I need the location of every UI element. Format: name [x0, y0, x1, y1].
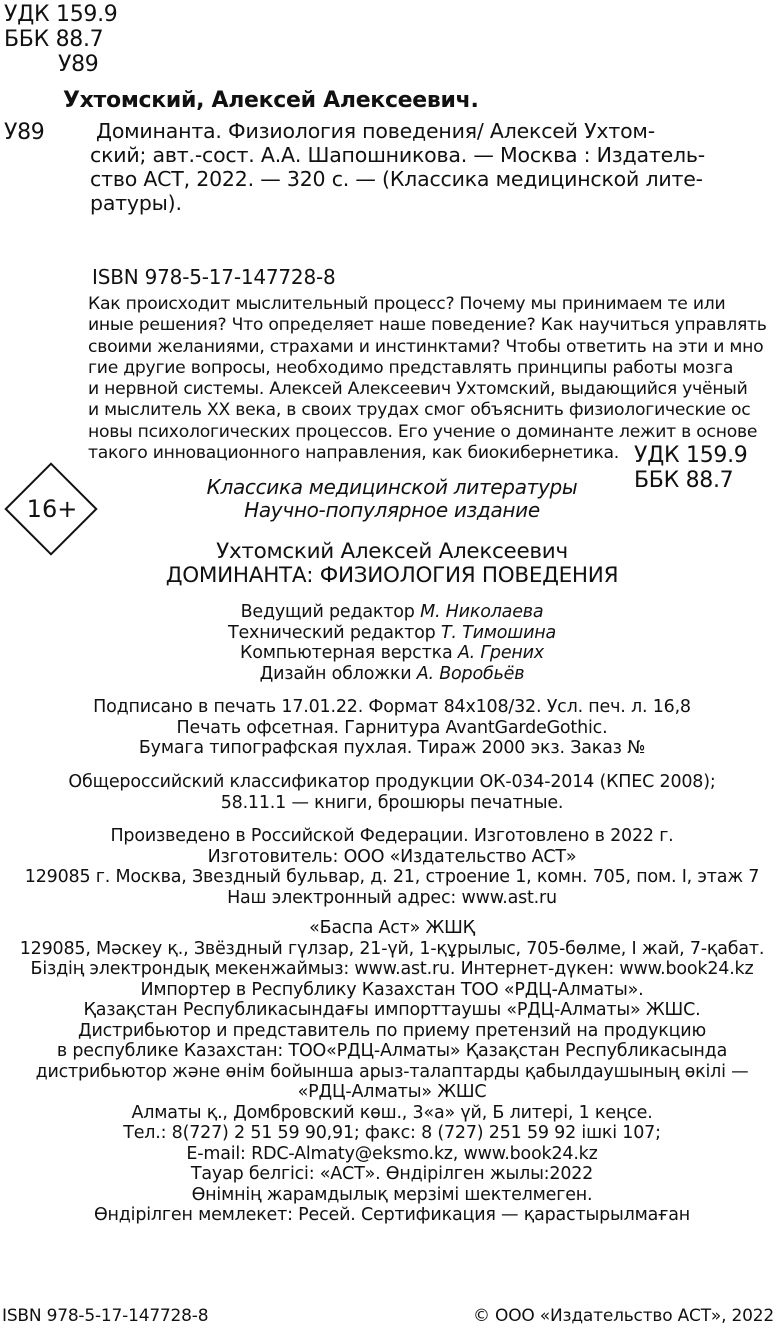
kazakhstan-line: Импортер в Республику Казахстан ТОО «РДЦ-Алматы».	[140, 979, 644, 1000]
annotation-line: и мыслитель XX века, в своих трудах смог объяснить физиологические ос	[88, 400, 751, 421]
print-info-line: Печать офсетная. Гарнитура AvantGardeGothic.	[176, 717, 608, 738]
catalog-isbn: ISBN 978-5-17-147728-8	[92, 265, 336, 289]
edition-type: Научно-популярное издание	[244, 498, 540, 522]
annotation	[88, 294, 778, 464]
okp-info	[0, 772, 784, 813]
book-title: ДОМИНАНТА: ФИЗИОЛОГИЯ ПОВЕДЕНИЯ	[165, 563, 619, 588]
kazakhstan-line: 129085, Мәскеу қ., Звёздный гүлзар, 21-үй, 1-құрылыс, 705-бөлме, I жай, 7-қабат.	[19, 938, 765, 959]
credits	[0, 602, 784, 684]
udk-code: УДК 159.9	[4, 2, 118, 27]
author-heading: Ухтомский, Алексей Алексеевич.	[63, 88, 479, 113]
kazakhstan-line: E-mail: RDC-Almaty@eksmo.kz, www.book24.kz	[186, 1143, 598, 1164]
credit-line: Ведущий редактор М. Николаева	[240, 602, 544, 622]
print-info-line: Подписано в печать 17.01.22. Формат 84x108/32. Усл. печ. л. 16,8	[93, 697, 691, 717]
series-name: Классика медицинской литературы	[206, 475, 578, 499]
kazakhstan-line: Тауар белгісі: «АСТ». Өндірілген жылы:2022	[190, 1164, 594, 1184]
credit-line: Технический редактор Т. Тимошина	[227, 622, 557, 643]
manufacturer-line: 129085 г. Москва, Звездный бульвар, д. 21, строение 1, комн. 705, пом. I, этаж 7	[24, 867, 760, 887]
kazakhstan-line: Өнімнің жарамдылық мерзімі шектелмеген.	[191, 1184, 593, 1205]
author-sign-left: У89	[4, 120, 45, 145]
kazakhstan-line: Қазақстан Республикасындағы импорттаушы «РДЦ-Алматы» ЖШС.	[83, 1000, 701, 1020]
kazakhstan-line: дистрибьютор және өнім бойынша арыз-талаптарды қабылдаушының өкілі —	[35, 1061, 749, 1082]
manufacturer-line: Изготовитель: ООО «Издательство АСТ»	[207, 846, 577, 867]
print-info	[0, 697, 784, 759]
annotation-line: своими желаниями, страхами и инстинктами? Чтобы ответить на эти и мно	[88, 336, 764, 357]
annotation-line: новы психологических процессов. Его учение о доминанте лежит в основе	[88, 421, 758, 442]
okp-info-line: 58.11.1 — книги, брошюры печатные.	[220, 792, 564, 813]
annotation-line: и нервной системы. Алексей Алексеевич Ухтомский, выдающийся учёный	[88, 379, 748, 400]
okp-info-line: Общероссийский классификатор продукции ОК-034-2014 (КПЕС 2008);	[68, 772, 716, 792]
footer-copyright: © ООО «Издательство АСТ», 2022	[473, 1306, 774, 1326]
footer-isbn: ISBN 978-5-17-147728-8	[2, 1306, 209, 1326]
book-author: Ухтомский Алексей Алексеевич	[216, 539, 568, 564]
catalog-entry-line: ратуры).	[90, 191, 182, 215]
manufacturer-info	[0, 826, 784, 908]
kazakhstan-line: в республике Казахстан: ТОО«РДЦ-Алматы» Қазақстан Республикасында	[56, 1041, 728, 1061]
annotation-line: гие другие вопросы, необходимо представлять принципы работы мозга	[88, 357, 734, 378]
manufacturer-line: Произведено в Российской Федерации. Изготовлено в 2022 г.	[110, 826, 674, 846]
print-info-line: Бумага типографская пухлая. Тираж 2000 экз. Заказ №	[138, 738, 646, 758]
kazakhstan-line: «РДЦ-Алматы» ЖШС	[297, 1082, 487, 1102]
catalog-entry	[90, 119, 776, 215]
catalog-entry-line: Доминанта. Физиология поведения/ Алексей Ухтом-	[96, 119, 655, 143]
udk-code-right: УДК 159.9	[634, 443, 748, 468]
bbk-code: ББК 88.7	[4, 27, 104, 52]
author-sign: У89	[58, 52, 99, 77]
kazakhstan-line: Тел.: 8(727) 2 51 59 90,91; факс: 8 (727) 251 59 92 ішкі 107;	[123, 1123, 661, 1143]
annotation-line: такого инновационного направления, как биокибернетика.	[88, 443, 620, 464]
catalog-entry-line: ство АСТ, 2022. — 320 с. — (Классика медицинской лите-	[90, 167, 703, 191]
kazakhstan-line: Алматы қ., Домбровский көш., 3«а» үй, Б литері, 1 кеңсе.	[131, 1102, 653, 1123]
kazakhstan-line: Біздің электрондық мекенжаймыз: www.ast.ru. Интернет-дүкен: www.book24.kz	[30, 959, 754, 979]
kazakhstan-info	[0, 918, 784, 1226]
age-rating-badge	[4, 462, 100, 558]
credit-line: Дизайн обложки А. Воробьёв	[259, 663, 525, 684]
catalog-entry-line: ский; авт.-сост. А.А. Шапошникова. — Москва : Издатель-	[90, 143, 705, 167]
bbk-code-right: ББК 88.7	[634, 468, 734, 493]
kazakhstan-line: Өндірілген мемлекет: Ресей. Сертификация — қарастырылмаған	[93, 1205, 691, 1225]
annotation-line: Как происходит мыслительный процесс? Почему мы принимаем те или	[88, 294, 726, 314]
manufacturer-line: Наш электронный адрес: www.ast.ru	[227, 887, 557, 908]
credit-line: Компьютерная верстка А. Грених	[240, 643, 544, 663]
kazakhstan-line: «Баспа Аст» ЖШҚ	[309, 918, 475, 938]
age-rating-label: 16+	[26, 495, 78, 523]
annotation-line: иные решения? Что определяет наше поведение? Как научиться управлять	[88, 315, 767, 336]
kazakhstan-line: Дистрибьютор и представитель по приему претензий на продукцию	[77, 1020, 707, 1041]
